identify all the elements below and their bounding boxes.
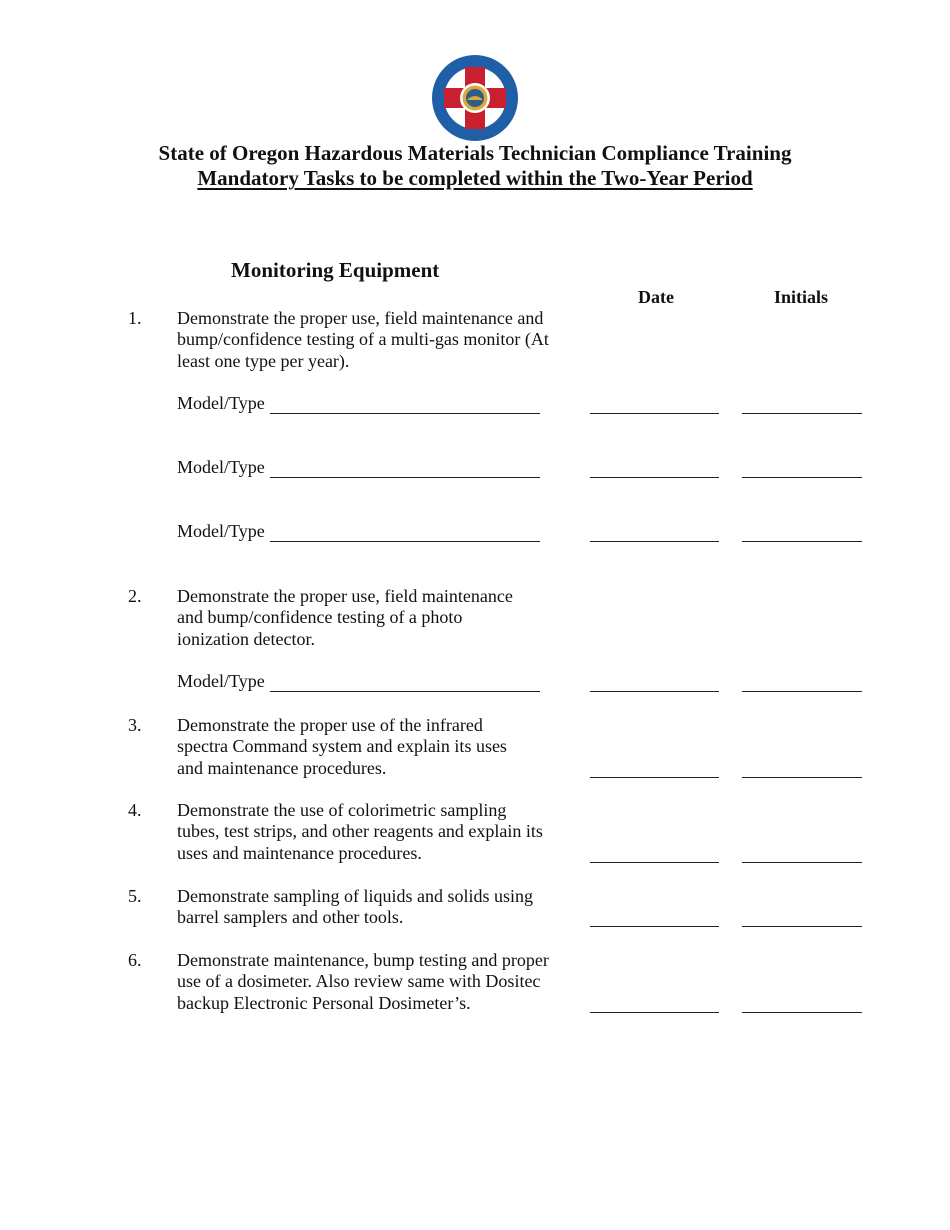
model-type-field[interactable] [270,477,540,478]
document-subtitle: Mandatory Tasks to be completed within the Two-Year Period [197,166,753,190]
oregon-state-fire-marshal-logo [431,54,519,142]
task-number: 6. [128,950,142,970]
date-signature-line[interactable] [590,862,719,863]
date-signature-line[interactable] [590,541,719,542]
initials-signature-line[interactable] [742,1012,862,1013]
task-number: 4. [128,800,142,820]
initials-signature-line[interactable] [742,862,862,863]
task-number: 3. [128,715,142,735]
task-text: Demonstrate the proper use of the infrared spectra Command system and explain its uses and maintenance procedures. [177,715,507,778]
model-type-field[interactable] [270,691,540,692]
initials-signature-line[interactable] [742,477,862,478]
date-signature-line[interactable] [590,691,719,692]
task-text: Demonstrate the proper use, field maintenance and bump/confidence testing of a multi-gas monitor (At least one type per year). [177,308,549,371]
date-signature-line[interactable] [590,777,719,778]
date-signature-line[interactable] [590,1012,719,1013]
task-text: Demonstrate the proper use, field maintenance and bump/confidence testing of a photo ionization detector. [177,586,513,649]
task-text: Demonstrate sampling of liquids and solids using barrel samplers and other tools. [177,886,533,928]
initials-signature-line[interactable] [742,777,862,778]
task-text: Demonstrate the use of colorimetric sampling tubes, test strips, and other reagents and explain its uses and maintenance procedures. [177,800,543,863]
model-type-field[interactable] [270,413,540,414]
model-type-label: Model/Type [177,457,265,477]
date-column-header: Date [638,287,674,307]
date-signature-line[interactable] [590,413,719,414]
initials-column-header: Initials [774,287,829,307]
initials-signature-line[interactable] [742,691,862,692]
model-type-label: Model/Type [177,671,265,691]
task-number: 1. [128,308,142,328]
date-signature-line[interactable] [590,926,719,927]
date-signature-line[interactable] [590,477,719,478]
task-number: 2. [128,586,142,606]
model-type-field[interactable] [270,541,540,542]
section-title: Monitoring Equipment [231,258,440,282]
initials-signature-line[interactable] [742,541,862,542]
model-type-label: Model/Type [177,393,265,413]
initials-signature-line[interactable] [742,413,862,414]
task-number: 5. [128,886,142,906]
task-text: Demonstrate maintenance, bump testing and proper use of a dosimeter. Also review same with Dositec backup Electronic Personal Dosimeter’s. [177,950,549,1013]
document-title: State of Oregon Hazardous Materials Technician Compliance Training [158,141,792,165]
initials-signature-line[interactable] [742,926,862,927]
model-type-label: Model/Type [177,521,265,541]
